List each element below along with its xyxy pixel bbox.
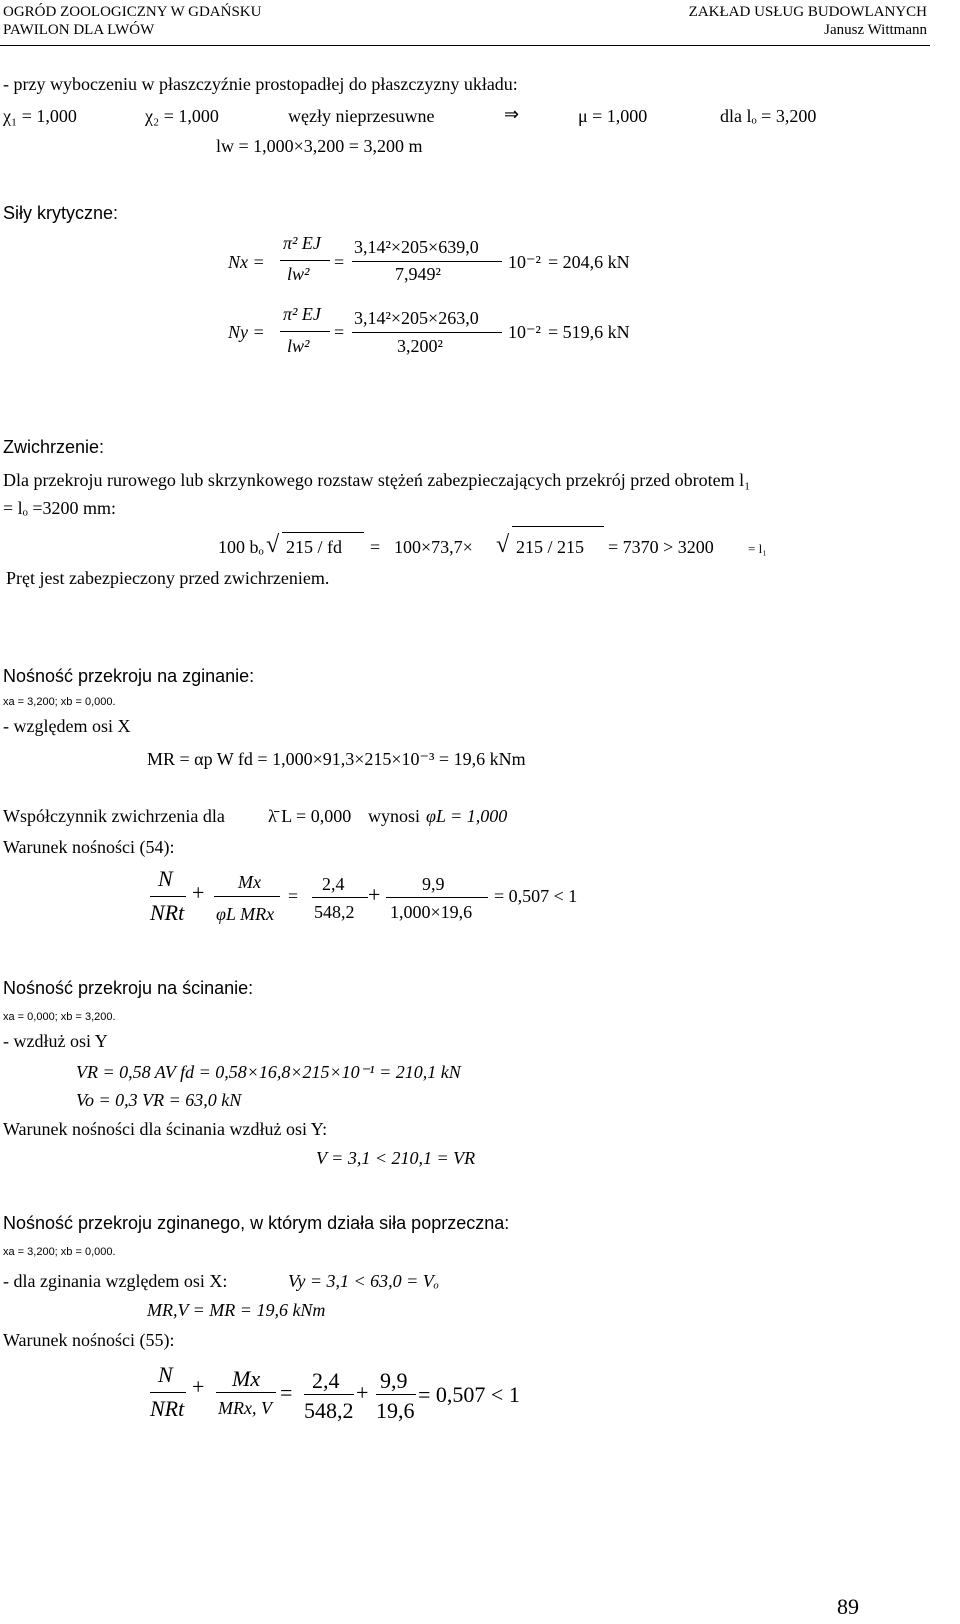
bsc-den3: 548,2: [304, 1398, 354, 1423]
lateral-formula-mid: 100×73,7×: [394, 537, 473, 557]
lateral-sqrt2: 215 / 215: [516, 537, 585, 557]
chi1-value: χ₁ = 1,000: [3, 106, 77, 126]
implies-arrow-icon: ⇒: [504, 104, 520, 124]
critical-heading: Siły krytyczne:: [3, 203, 119, 223]
ny-result: = 519,6 kN: [548, 322, 630, 342]
bc-num1: N: [158, 866, 173, 891]
shear-vr: VR = 0,58 AV fd = 0,58×16,8×215×10⁻¹ = 210,1 kN: [76, 1062, 461, 1082]
nx-num-symbolic: π² EJ: [283, 233, 321, 253]
bc-den1: NRt: [150, 900, 185, 925]
bc-equals: =: [288, 886, 299, 906]
header-right-line1: ZAKŁAD USŁUG BUDOWLANYCH: [688, 4, 927, 20]
coef-phi: φL = 1,000: [426, 806, 508, 826]
mu-value: μ = 1,000: [578, 106, 648, 126]
lateral-formula-tail: = l₁: [748, 541, 767, 556]
bc-line1: [150, 896, 186, 897]
coef-label: Współczynnik zwichrzenia dla: [3, 806, 225, 826]
bc-den3: 548,2: [314, 902, 355, 922]
bsc-line4: [376, 1394, 416, 1395]
header-rule: [0, 45, 930, 46]
nx-denominator: 7,949²: [395, 264, 441, 284]
bsc-num3: 2,4: [312, 1368, 340, 1393]
bs-cond-label: Warunek nośności (55):: [3, 1330, 175, 1350]
bsc-den4: 19,6: [376, 1398, 415, 1423]
sqrt-icon-2: √: [496, 532, 510, 558]
bc-plus: +: [192, 880, 205, 905]
header-right-line2: Janusz Wittmann: [824, 22, 927, 38]
ny-equals: =: [334, 322, 345, 342]
sqrt-icon: √: [266, 532, 280, 558]
chi2-value: χ₂ = 1,000: [145, 106, 219, 126]
bs-mrv: MR,V = MR = 19,6 kNm: [147, 1300, 326, 1320]
bending-mr: MR = αp W fd = 1,000×91,3×215×10⁻³ = 19,6 kNm: [147, 749, 526, 769]
bs-axis-cond: Vy = 3,1 < 63,0 = Vₒ: [288, 1271, 439, 1291]
header-left-line1: OGRÓD ZOOLOGICZNY W GDAŃSKU: [3, 4, 262, 20]
bc-line2: [214, 896, 280, 897]
coef-yields: wynosi: [368, 806, 421, 826]
ny-fraction-line2: [352, 332, 502, 333]
shear-cond: V = 3,1 < 210,1 = VR: [316, 1148, 476, 1168]
bsc-equals: =: [280, 1380, 293, 1405]
bc-den4: 1,000×19,6: [390, 902, 473, 922]
ny-factor: 10⁻²: [508, 322, 541, 342]
shear-vo: Vo = 0,3 VR = 63,0 kN: [76, 1090, 242, 1110]
ny-fraction-line: [280, 331, 330, 332]
lateral-formula-left: 100 bₒ: [218, 537, 264, 557]
ny-numerator: 3,14²×205×263,0: [354, 308, 479, 328]
bc-result: = 0,507 < 1: [494, 886, 578, 906]
nx-den-symbolic: lw²: [287, 264, 310, 284]
bc-plus2: +: [368, 882, 381, 907]
lateral-heading: Zwichrzenie:: [3, 437, 105, 457]
bending-heading: Nośność przekroju na zginanie:: [3, 666, 255, 686]
lateral-formula-right: = 7370 > 3200: [608, 537, 714, 557]
bc-num2: Mx: [238, 872, 261, 892]
ny-den-symbolic: lw²: [287, 336, 310, 356]
bsc-line2: [216, 1392, 276, 1393]
page-number: 89: [837, 1594, 859, 1619]
bc-num4: 9,9: [422, 874, 445, 894]
bsc-den2: MRx, V: [218, 1398, 272, 1418]
shear-coords: xa = 0,000; xb = 3,200.: [3, 1011, 116, 1023]
bsc-num2: Mx: [232, 1366, 261, 1391]
ny-denominator: 3,200²: [397, 336, 443, 356]
lo-value: dla lₒ = 3,200: [720, 106, 817, 126]
shear-axis: - wzdłuż osi Y: [3, 1031, 108, 1051]
bsc-den1: NRt: [150, 1396, 185, 1421]
bsc-result: = 0,507 < 1: [418, 1382, 520, 1407]
bsc-plus: +: [192, 1374, 205, 1399]
bc-den2: φL MRx: [216, 904, 275, 924]
header-left-line2: PAWILON DLA LWÓW: [3, 22, 155, 38]
nx-fraction-line: [280, 260, 330, 261]
sqrt2-bar: [512, 526, 604, 527]
bending-axis: - względem osi X: [3, 716, 131, 736]
lateral-text1: Dla przekroju rurowego lub skrzynkowego rozstaw stężeń zabezpieczających przekrój przed obrotem l₁: [3, 470, 751, 490]
ny-lhs: Ny =: [228, 322, 265, 342]
bc-num3: 2,4: [322, 874, 345, 894]
nx-numerator: 3,14²×205×639,0: [354, 237, 479, 257]
bc-line4: [386, 897, 488, 898]
lw-value: lw = 1,000×3,200 = 3,200 m: [216, 136, 423, 156]
bsc-plus2: +: [356, 1380, 369, 1405]
coef-lambda: λ̄ L = 0,000: [268, 806, 352, 826]
lateral-equals: =: [370, 537, 381, 557]
nx-result: = 204,6 kN: [548, 252, 630, 272]
lateral-sqrt1: 215 / fd: [286, 537, 342, 557]
nx-factor: 10⁻²: [508, 252, 541, 272]
buckling-intro: - przy wyboczeniu w płaszczyźnie prostopadłej do płaszczyzny układu:: [3, 74, 518, 94]
nx-fraction-line2: [352, 261, 502, 262]
bending-shear-heading: Nośność przekroju zginanego, w którym działa siła poprzeczna:: [3, 1213, 510, 1233]
nx-lhs: Nx =: [228, 252, 265, 272]
bending-coords: xa = 3,200; xb = 0,000.: [3, 696, 116, 708]
bc-line3: [312, 897, 368, 898]
sqrt1-bar: [282, 532, 364, 533]
bsc-line1: [150, 1392, 186, 1393]
bs-axis-label: - dla zginania względem osi X:: [3, 1271, 228, 1291]
lateral-text2: = lₒ =3200 mm:: [3, 498, 116, 518]
nodes-label: węzły nieprzesuwne: [288, 106, 435, 126]
bsc-num4: 9,9: [380, 1368, 408, 1393]
bending-shear-coords: xa = 3,200; xb = 0,000.: [3, 1246, 116, 1258]
lateral-conclusion: Pręt jest zabezpieczony przed zwichrzeniem.: [6, 568, 330, 588]
bsc-num1: N: [158, 1362, 173, 1387]
bsc-line3: [304, 1394, 354, 1395]
shear-cond-label: Warunek nośności dla ścinania wzdłuż osi Y:: [3, 1119, 328, 1139]
bending-cond-label: Warunek nośności (54):: [3, 837, 175, 857]
ny-num-symbolic: π² EJ: [283, 304, 321, 324]
nx-equals: =: [334, 252, 345, 272]
shear-heading: Nośność przekroju na ścinanie:: [3, 978, 254, 998]
